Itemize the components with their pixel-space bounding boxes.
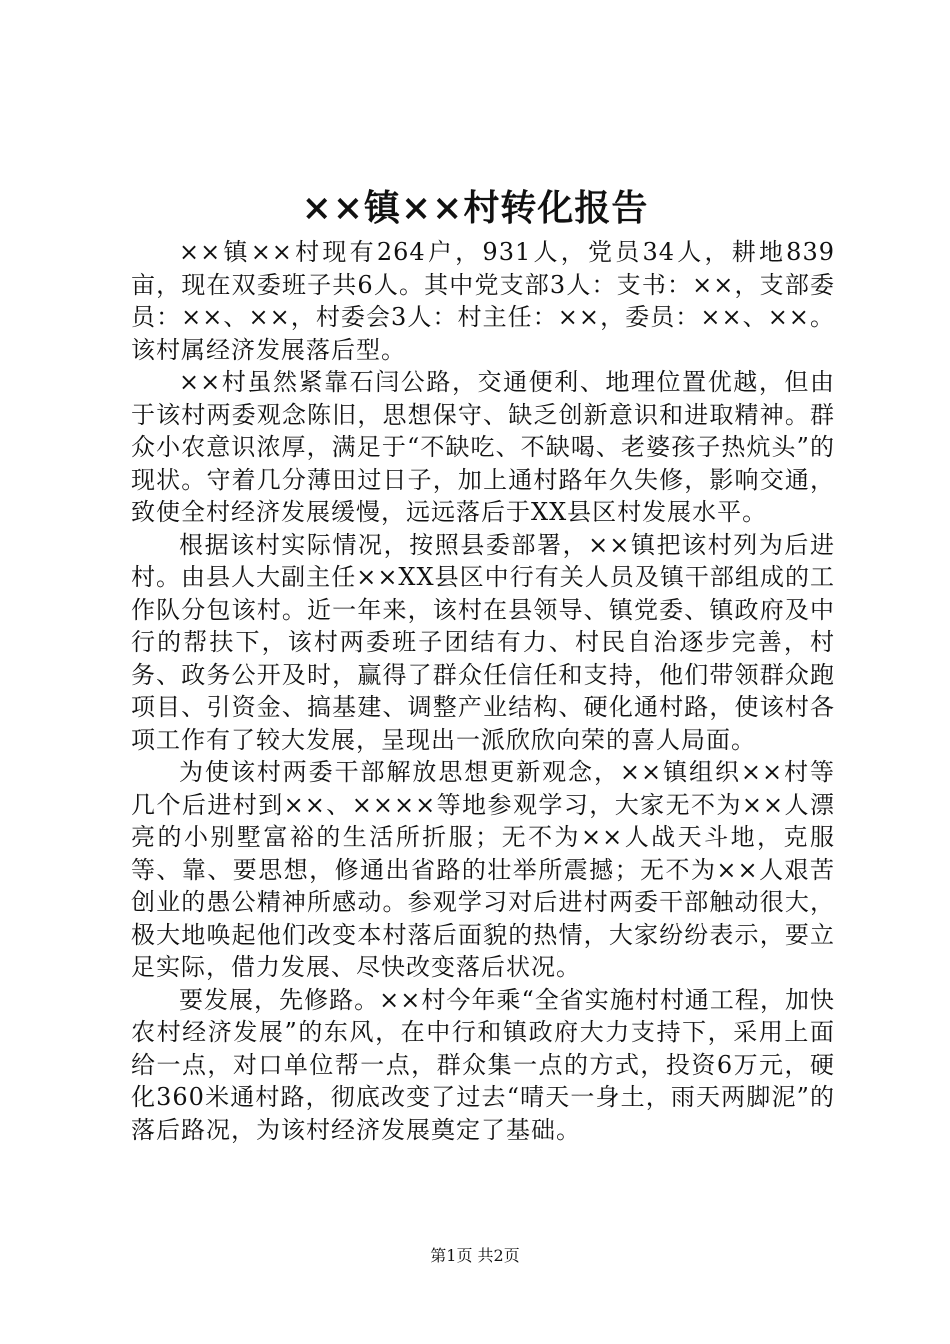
paragraph-4: 为使该村两委干部解放思想更新观念，××镇组织××村等几个后进村到××、××××等地参观学习，大家无不为××人漂亮的小别墅富裕的生活所折服；无不为××人战天斗地，克服等、靠、要思想，修通出省路的壮举所震撼；无不为××人艰苦创业的愚公精神所感动。参观学习对后进村两委干部触动很大，极大地唤起他们改变本村落后面貌的热情，大家纷纷表示，要立足实际，借力发展、尽快改变落后状况。: [131, 758, 835, 981]
paragraph-1: ××镇××村现有264户，931人，党员34人，耕地839亩，现在双委班子共6人。其中党支部3人：支书：××，支部委员：××、××，村委会3人：村主任：××，委员：××、××。该村属经济发展落后型。: [131, 238, 835, 364]
document-body: [131, 236, 835, 1146]
page-footer: 第1页 共2页: [430, 1246, 520, 1265]
paragraph-5: 要发展，先修路。××村今年乘“全省实施村村通工程，加快农村经济发展”的东风，在中行和镇政府大力支持下，采用上面给一点，对口单位帮一点，群众集一点的方式，投资6万元，硬化360米通村路，彻底改变了过去“晴天一身土，雨天两脚泥”的落后路况，为该村经济发展奠定了基础。: [131, 985, 835, 1144]
document-title: ××镇××村转化报告: [301, 187, 649, 229]
paragraph-3: 根据该村实际情况，按照县委部署，××镇把该村列为后进村。由县人大副主任××XX县区中行有关人员及镇干部组成的工作队分包该村。近一年来，该村在县领导、镇党委、镇政府及中行的帮扶下，该村两委班子团结有力、村民自治逐步完善，村务、政务公开及时，赢得了群众任信任和支持，他们带领群众跑项目、引资金、搞基建、调整产业结构、硬化通村路，使该村各项工作有了较大发展，呈现出一派欣欣向荣的喜人局面。: [131, 530, 835, 754]
paragraph-2: ××村虽然紧靠石闫公路，交通便利、地理位置优越，但由于该村两委观念陈旧，思想保守、缺乏创新意识和进取精神。群众小农意识浓厚，满足于“不缺吃、不缺喝、老婆孩子热炕头”的现状。守着几分薄田过日子，加上通村路年久失修，影响交通，致使全村经济发展缓慢，远远落后于XX县区村发展水平。: [131, 368, 835, 526]
